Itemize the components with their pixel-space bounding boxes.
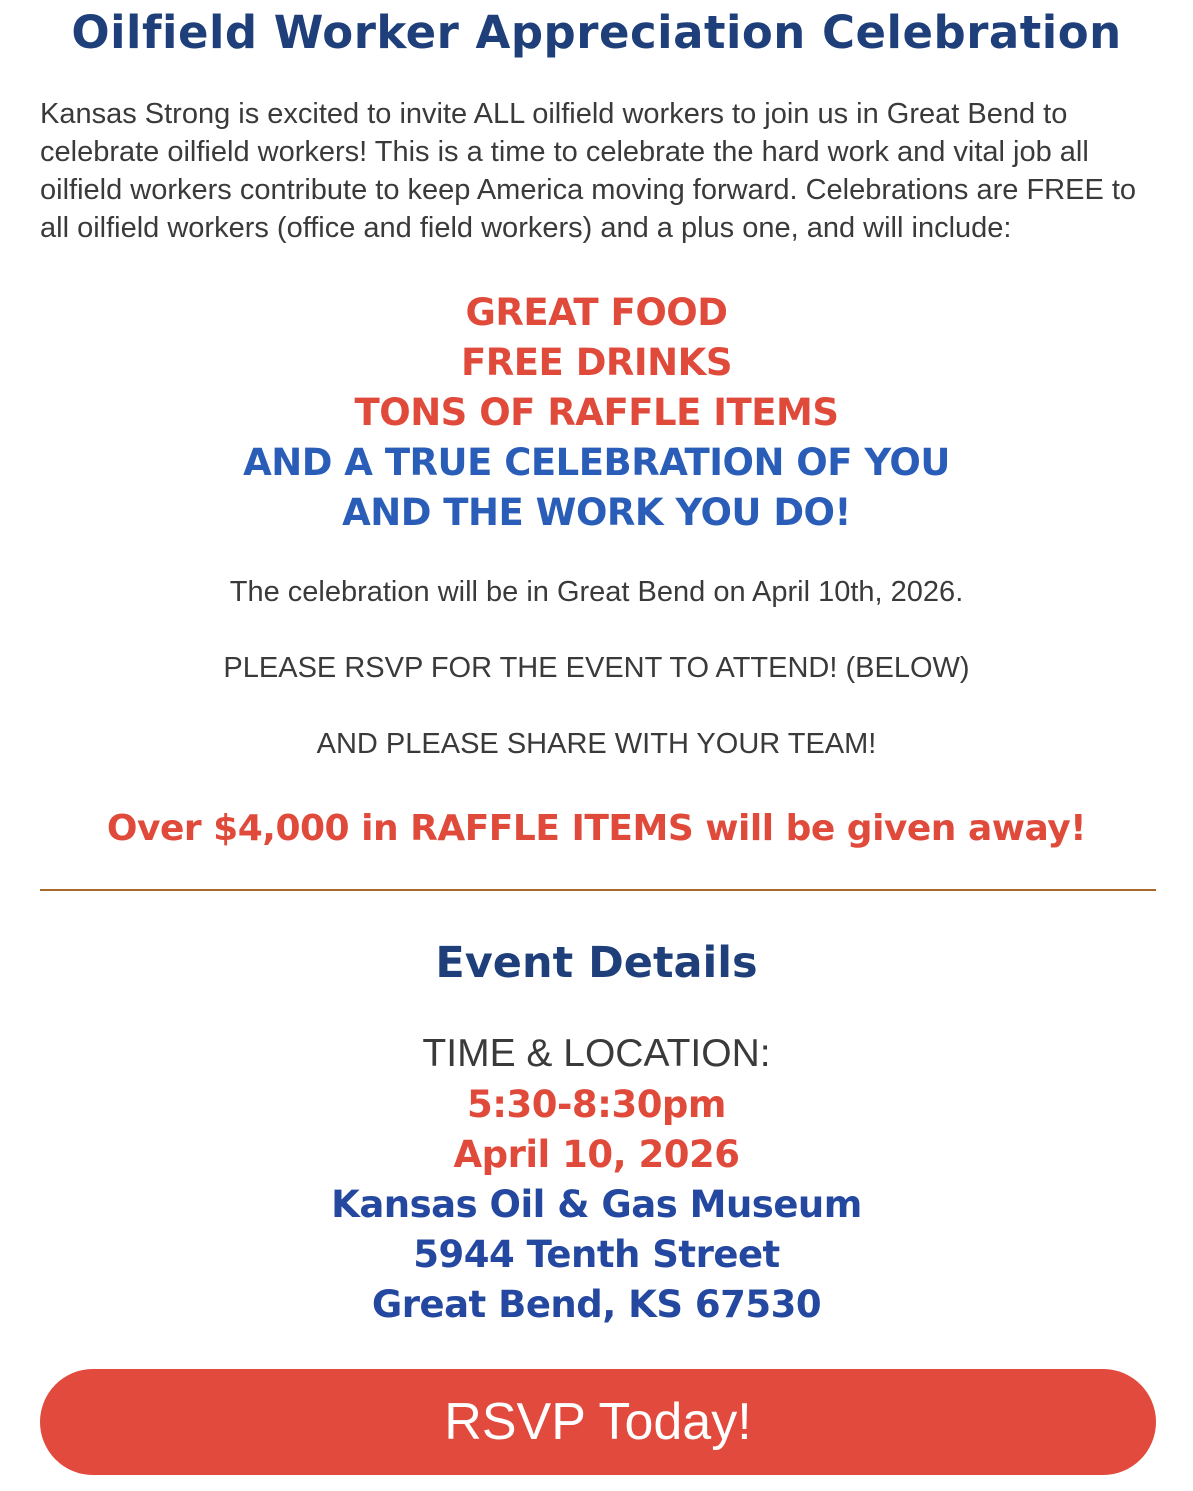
date-statement: The celebration will be in Great Bend on April 10th, 2026. [229,576,964,608]
highlights-list [0,288,1193,538]
highlight-work: AND THE WORK YOU DO! [342,491,851,534]
event-city: Great Bend, KS 67530 [371,1283,822,1326]
highlight-raffle-items: TONS OF RAFFLE ITEMS [354,391,839,434]
event-venue: Kansas Oil & Gas Museum [331,1183,862,1226]
raffle-announcement: Over $4,000 in RAFFLE ITEMS will be given away! [106,808,1087,849]
highlight-celebration: AND A TRUE CELEBRATION OF YOU [243,441,950,484]
event-street: 5944 Tenth Street [413,1233,780,1276]
rsvp-instruction: PLEASE RSVP FOR THE EVENT TO ATTEND! (BELOW) [223,652,970,684]
highlight-free-drinks: FREE DRINKS [461,341,732,384]
section-divider [40,889,1156,891]
event-time: 5:30-8:30pm [467,1083,726,1126]
time-location-label: TIME & LOCATION: [422,1032,771,1075]
event-details-block [0,1080,1193,1330]
intro-paragraph: Kansas Strong is excited to invite ALL oilfield workers to join us in Great Bend to celebrate oilfield workers! This is a time to celebrate the hard work and vital job all oilfield workers contribute to keep America moving forward. Celebrations are FREE to all oilfield workers (office and field workers) and a plus one, and will include: [40,98,1137,244]
share-instruction: AND PLEASE SHARE WITH YOUR TEAM! [316,728,877,760]
highlight-great-food: GREAT FOOD [465,291,728,334]
rsvp-button[interactable]: RSVP Today! [40,1369,1156,1475]
event-details-heading: Event Details [435,938,758,988]
page-title: Oilfield Worker Appreciation Celebration [71,6,1122,59]
event-date: April 10, 2026 [453,1133,740,1176]
